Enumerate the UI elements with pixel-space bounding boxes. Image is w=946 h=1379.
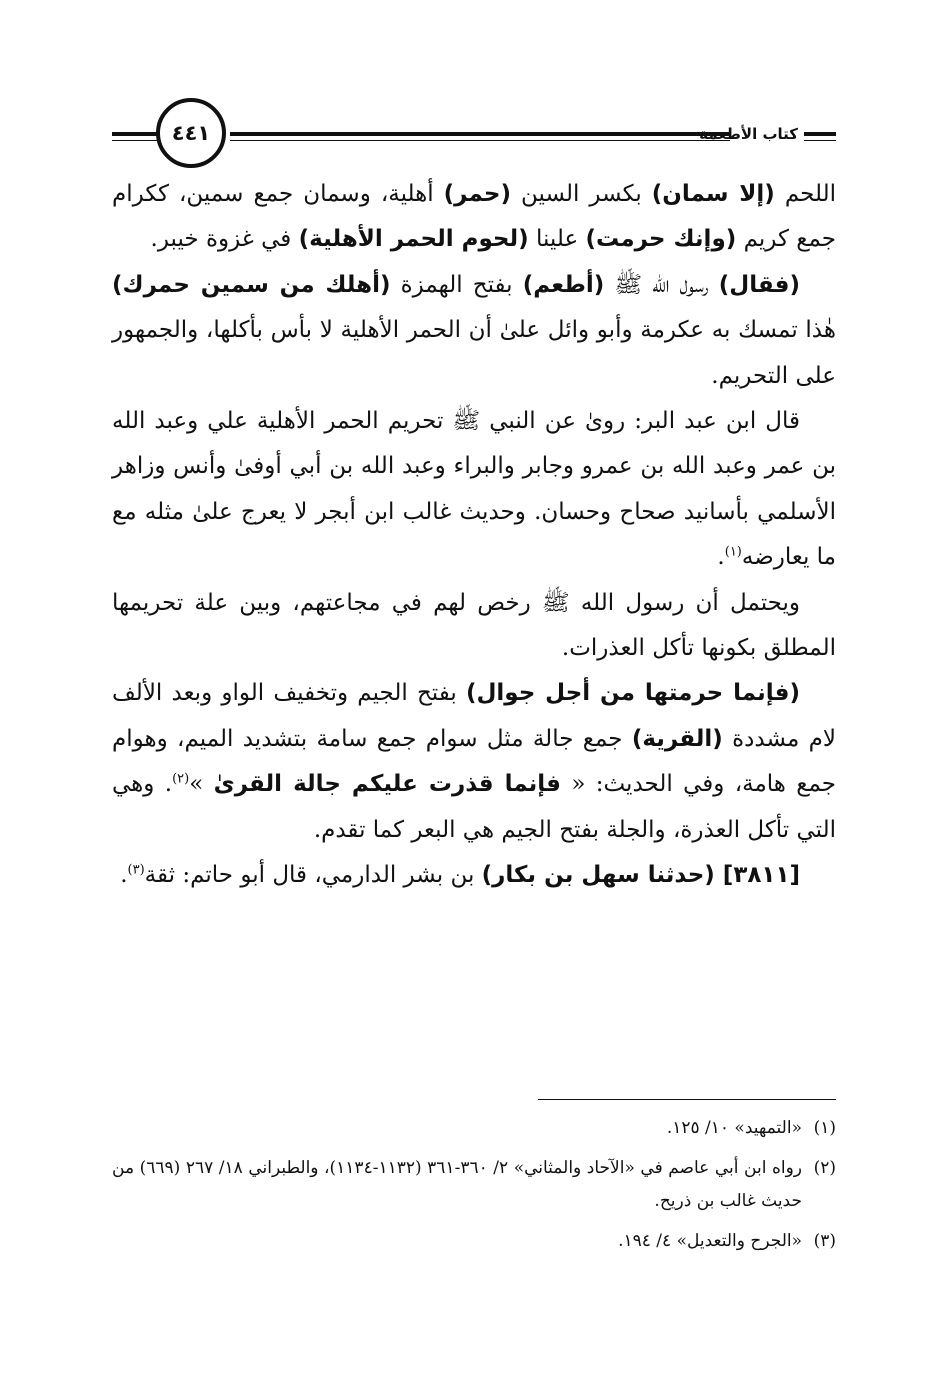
quoted-phrase: (إلا سمان)	[651, 181, 775, 207]
paragraph	[112, 399, 836, 581]
quoted-phrase: (فإنما حرمتها من أجل جوال)	[465, 680, 800, 707]
text-run: أهلية، وسمان جمع سمين، ككرام جمع كريم	[112, 181, 836, 253]
paragraph	[112, 581, 836, 672]
paragraph	[112, 853, 836, 898]
header-rule-middle-thin	[230, 140, 730, 141]
quoted-phrase: (وإنك حرمت)	[585, 226, 737, 253]
quoted-phrase: (لحوم الحمر الأهلية)	[298, 226, 529, 253]
text-run: رسول الله ﷺ	[604, 271, 719, 298]
footnote	[112, 1112, 836, 1145]
text-run: جمع جالة مثل سوام جمع سامة بتشديد الميم، وهوام جمع هامة، وفي الحديث: «	[112, 725, 837, 798]
paragraph	[112, 172, 836, 263]
footnote-text: «التمهيد» ١٠/ ١٢٥.	[666, 1118, 802, 1138]
header-rule-left	[112, 132, 158, 136]
header-rule-right-thin	[804, 140, 836, 141]
text-run: بكسر السين	[511, 181, 652, 207]
header-rule-middle	[230, 132, 730, 136]
footnote-marker: (٣)	[813, 1231, 836, 1251]
footnote-reference[interactable]: (١)	[724, 544, 742, 560]
footnote-reference[interactable]: (٣)	[127, 862, 145, 878]
text-run: .	[120, 862, 128, 889]
quoted-phrase: (حمر)	[443, 181, 511, 207]
text-run: بفتح الجيم وتخفيف الواو وبعد الألف لام مشددة	[112, 680, 836, 752]
text-run: »	[189, 771, 214, 798]
footnotes	[112, 1112, 836, 1265]
header-rule-left-thin	[112, 140, 158, 141]
footnote-text: «الجرح والتعديل» ٤/ ١٩٤.	[618, 1231, 802, 1251]
header-rule-right	[804, 132, 836, 136]
quoted-phrase: (فقال)	[718, 271, 800, 298]
footnote	[112, 1225, 836, 1258]
footnote-separator	[538, 1099, 836, 1100]
quoted-phrase: (أهلك من سمين حمرك)	[112, 271, 391, 298]
text-run: اللحم	[774, 181, 836, 207]
quoted-phrase: فإنما قذرت عليكم جالة القرىٰ	[213, 771, 561, 798]
text-run: هٰذا تمسك به عكرمة وأبو وائل علىٰ أن الحمر الأهلية لا بأس بأكلها، والجمهور على التحريم.	[112, 317, 836, 389]
paragraph	[112, 671, 836, 853]
footnote-reference[interactable]: (٢)	[172, 771, 190, 787]
paragraph	[112, 263, 836, 399]
quoted-phrase: (أطعم)	[522, 271, 605, 298]
text-run: في غزوة خيبر.	[150, 226, 299, 253]
quoted-phrase: (القرية)	[631, 725, 723, 752]
footnote	[112, 1152, 836, 1218]
text-run: ويحتمل أن رسول الله ﷺ رخص لهم في مجاعتهم، وبين علة تحريمها المطلق بكونها تأكل العذرات.	[112, 589, 836, 662]
book-title: كتاب الأطعمة	[699, 125, 798, 143]
page-header	[112, 96, 836, 174]
text-run: قال ابن عبد البر: روىٰ عن النبي ﷺ تحريم الحمر الأهلية علي وعبد الله بن عمر وعبد الله بن عمرو وجابر والبراء وعبد الله بن أبي أوفىٰ وأنس وزاهر الأسلمي بأسانيد صحاح وحسان. وحديث غالب ابن أبجر لا يعرج علىٰ مثله مع ما يعارضه	[112, 408, 836, 571]
text-run: بفتح الهمزة	[390, 271, 523, 298]
text-run: .	[717, 544, 725, 571]
text-run: علينا	[528, 226, 586, 253]
page-number: ٤٤١	[171, 120, 211, 145]
footnote-marker: (٢)	[813, 1158, 836, 1178]
page-number-badge	[156, 98, 226, 168]
text-run: بن بشر الدارمي، قال أبو حاتم: ثقة	[144, 862, 482, 889]
footnote-text: رواه ابن أبي عاصم في «الآحاد والمثاني» ٢/ ٣٦٠-٣٦١ (١١٣٢-١١٣٤)، والطبراني ١٨/ ٢٦٧ (٦٦٩) من حديث غالب بن ذريح.	[112, 1158, 803, 1211]
quoted-phrase: [٣٨١١] (حدثنا سهل بن بكار)	[481, 862, 800, 889]
footnote-marker: (١)	[813, 1118, 836, 1138]
main-text	[112, 172, 836, 899]
text-run: . وهي التي تأكل العذرة، والجلة بفتح الجيم هي البعر كما تقدم.	[112, 771, 836, 843]
